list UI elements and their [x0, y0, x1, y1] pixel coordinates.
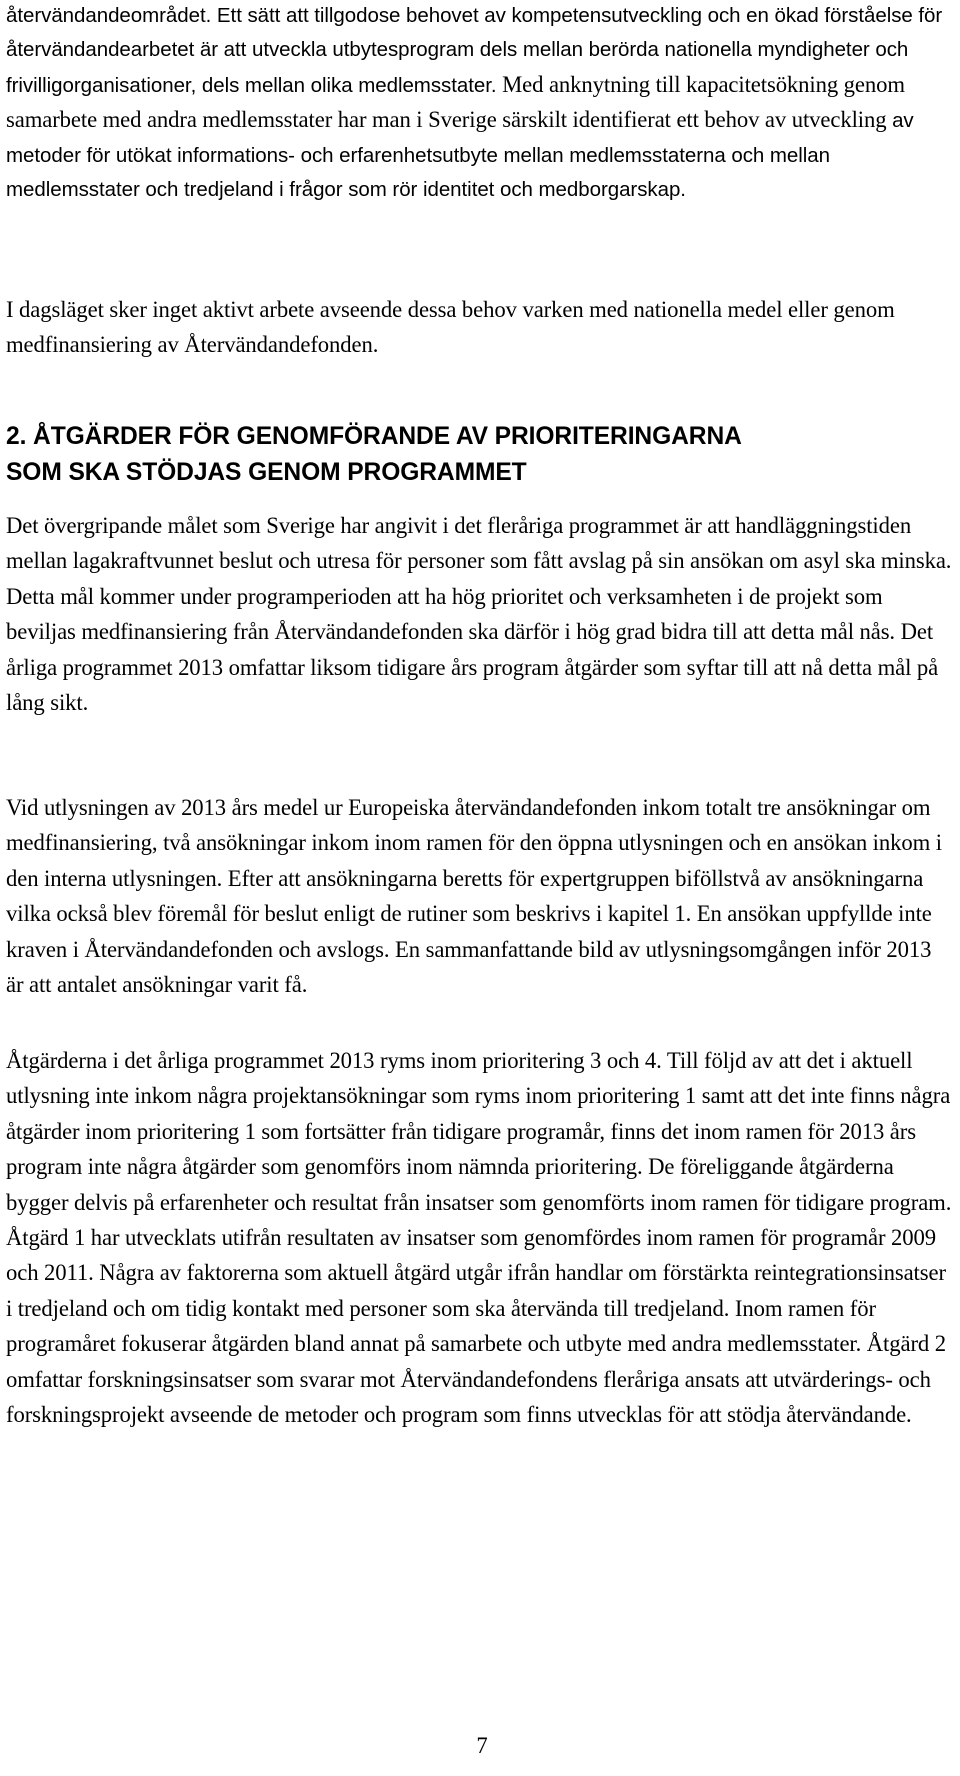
page-number: 7 — [476, 1733, 488, 1758]
section-heading-line-1: 2. ÅTGÄRDER FÖR GENOMFÖRANDE AV PRIORITERINGARNA — [6, 423, 742, 450]
paragraph-3-segment-1: Det övergripande målet som Sverige har angivit i det fleråriga programmet är att handläggningstiden mellan lagakraftvunnet beslut och utresa för personer som fått avslag på sin ansökan om asyl ska minska. Detta mål kommer under programperioden att ha hög prioritet och verksamheten i de projekt som beviljas medfinansiering från Återvändandefonden ska därför i hög grad bidra till att detta mål nås. Det årliga programmet 2013 omfattar liksom tidigare års program åtgärder som syftar till att nå detta mål på lång sikt. — [6, 513, 952, 716]
body-paragraph-2 — [6, 294, 954, 365]
paragraph-5-segment-1: Åtgärderna i det årliga programmet 2013 ryms inom prioritering 3 och 4. Till följd av att det i aktuell utlysning inte inkom några projektansökningar som ryms inom prioritering 1 samt att det inte finns några åtgärder inom prioritering 1 som fortsätter från tidigare programår, finns det inom ramen för 2013 års program inte några åtgärder som genomförs inom nämnda prioritering. De föreliggande åtgärderna bygger delvis på erfarenheter och resultat från insatser som genomförts inom ramen för tidigare program. Åtgärd 1 har utvecklats utifrån resultaten av insatser som genomfördes inom ramen för programår 2009 och 2011. Några av faktorerna som aktuell åtgärd utgår ifrån handlar om förstärkta reintegrationsinsatser i tredjeland och om tidig kontakt med personer som ska återvända till tredjeland. Inom ramen för programåret fokuserar åtgärden bland annat på samarbete och utbyte med andra medlemsstater. Åtgärd 2 omfattar forskningsinsatser som svarar mot Återvändandefondens fleråriga ansats att utvärderings- och forskningsprojekt avseende de metoder och program som finns utvecklas för att stödja återvändande. — [6, 1048, 952, 1428]
paragraph-1-segment-3: av metoder för utökat informations- och erfarenhetsutbyte mellan medlemsstaterna och mellan medlemsstater och tredjeland i frågor som rör identitet och medborgarskap. — [6, 109, 914, 202]
section-heading-line-2: SOM SKA STÖDJAS GENOM PROGRAMMET — [6, 459, 527, 486]
body-paragraph-5 — [6, 1045, 954, 1434]
paragraph-1-segment-2: Med anknytning till kapacitetsökning genom samarbete med andra medlemsstater har man i Sverige särskilt identifierat ett behov av utveckling — [6, 71, 905, 133]
paragraph-2-segment-1: I dagsläget sker inget aktivt arbete avseende dessa behov varken med nationella medel eller genom medfinansiering av Återvändandefonden. — [6, 297, 895, 358]
body-paragraph-1 — [6, 0, 954, 208]
section-heading — [6, 419, 954, 491]
body-paragraph-4 — [6, 792, 954, 1004]
paragraph-1-segment-1: återvändandeområdet. Ett sätt att tillgodose behovet av kompetensutveckling och en ökad förståelse för återvändandearbetet är att utveckla utbytesprogram dels mellan berörda nationella myndigheter och frivilligorganisationer, dels mellan olika medlemsstater. — [6, 4, 943, 97]
paragraph-4-segment-1: Vid utlysningen av 2013 års medel ur Europeiska återvändandefonden inkom totalt tre ansökningar om medfinansiering, två ansökningar inkom inom ramen för den öppna utlysningen och en ansökan inkom i den interna utlysningen. Efter att ansökningarna beretts för expertgruppen biföllstvå av ansökningarna vilka också blev föremål för beslut enligt de rutiner som beskrivs i kapitel 1. En ansökan uppfyllde inte kraven i Återvändandefonden och avslogs. En sammanfattande bild av utlysningsomgången inför 2013 är att antalet ansökningar varit få. — [6, 795, 942, 998]
body-paragraph-3 — [6, 510, 954, 722]
